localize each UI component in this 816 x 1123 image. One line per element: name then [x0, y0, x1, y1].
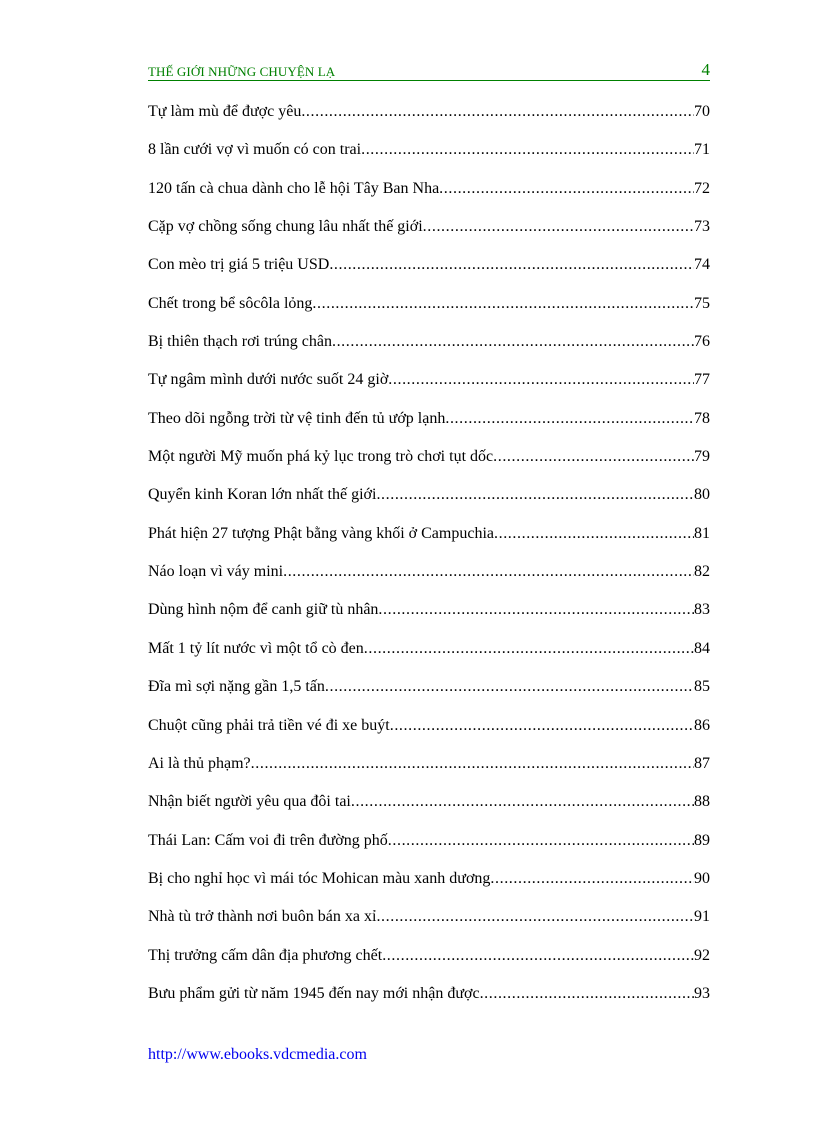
- toc-leader-dots: [388, 831, 694, 851]
- toc-leader-dots: [332, 332, 694, 352]
- toc-entry[interactable]: [148, 639, 710, 677]
- toc-leader-dots: [251, 754, 694, 774]
- toc-entry-title: Náo loạn vì váy mini: [148, 563, 284, 581]
- toc-entry[interactable]: [148, 255, 710, 293]
- toc-entry-title: Mất 1 tỷ lít nước vì một tổ cò đen: [148, 639, 364, 657]
- toc-leader-dots: [378, 600, 694, 620]
- toc-entry-page: 74: [694, 256, 710, 274]
- toc-entry-title: Thái Lan: Cấm voi đi trên đường phố: [148, 831, 388, 849]
- toc-entry-page: 80: [694, 486, 710, 504]
- toc-leader-dots: [361, 140, 694, 160]
- toc-leader-dots: [329, 255, 694, 275]
- table-of-contents: [148, 102, 710, 1022]
- toc-entry-page: 77: [694, 371, 710, 389]
- toc-entry-title: Một người Mỹ muốn phá kỷ lục trong trò chơi tụt dốc: [148, 448, 494, 466]
- toc-entry-page: 87: [694, 754, 710, 772]
- toc-leader-dots: [493, 447, 694, 467]
- toc-entry[interactable]: [148, 831, 710, 869]
- toc-entry[interactable]: [148, 524, 710, 562]
- toc-entry-page: 90: [694, 869, 710, 887]
- toc-entry-page: 91: [694, 908, 710, 926]
- toc-leader-dots: [445, 409, 694, 429]
- toc-entry-page: 81: [694, 524, 710, 542]
- toc-entry-page: 88: [694, 793, 710, 811]
- toc-entry[interactable]: [148, 716, 710, 754]
- toc-leader-dots: [325, 677, 694, 697]
- website-link[interactable]: http://www.ebooks.vdcmedia.com: [148, 1046, 367, 1063]
- toc-entry-title: Nhận biết người yêu qua đôi tai: [148, 793, 351, 811]
- toc-entry-title: Tự làm mù để được yêu: [148, 103, 302, 120]
- toc-entry[interactable]: [148, 447, 710, 485]
- toc-leader-dots: [283, 562, 694, 582]
- toc-entry[interactable]: [148, 217, 710, 255]
- toc-entry-title: Đĩa mì sợi nặng gần 1,5 tấn: [148, 678, 325, 696]
- toc-leader-dots: [494, 524, 694, 544]
- toc-entry-page: 92: [694, 946, 710, 964]
- toc-leader-dots: [301, 102, 694, 122]
- toc-entry-title: Phát hiện 27 tượng Phật bằng vàng khối ở Campuchia: [148, 524, 494, 542]
- toc-leader-dots: [312, 294, 694, 314]
- toc-entry-page: 73: [694, 218, 710, 236]
- toc-leader-dots: [364, 639, 694, 659]
- toc-entry[interactable]: [148, 600, 710, 638]
- toc-entry[interactable]: [148, 792, 710, 830]
- toc-leader-dots: [376, 485, 694, 505]
- toc-entry-page: 71: [694, 141, 710, 159]
- toc-entry-title: Chết trong bể sôcôla lỏng: [148, 294, 313, 312]
- toc-entry-page: 75: [694, 294, 710, 312]
- running-header: [148, 62, 710, 81]
- page-number: 4: [701, 60, 710, 79]
- toc-entry[interactable]: [148, 907, 710, 945]
- toc-entry[interactable]: [148, 294, 710, 332]
- toc-entry[interactable]: [148, 984, 710, 1022]
- toc-entry-page: 93: [694, 984, 710, 1002]
- toc-entry[interactable]: [148, 140, 710, 178]
- toc-entry-title: Theo dõi ngỗng trời từ vệ tinh đến tủ ướp lạnh: [148, 409, 446, 427]
- toc-entry-title: Quyển kinh Koran lớn nhất thế giới: [148, 486, 377, 504]
- toc-entry-title: Bị thiên thạch rơi trúng chân: [148, 333, 332, 351]
- toc-leader-dots: [382, 946, 694, 966]
- toc-entry-title: 120 tấn cà chua dành cho lễ hội Tây Ban Nha: [148, 179, 440, 197]
- toc-entry-title: Dùng hình nộm để canh giữ tù nhân: [148, 601, 379, 619]
- toc-leader-dots: [490, 869, 694, 889]
- toc-entry-page: 85: [694, 678, 710, 696]
- toc-entry[interactable]: [148, 562, 710, 600]
- toc-entry[interactable]: [148, 332, 710, 370]
- toc-entry-page: 76: [694, 333, 710, 351]
- toc-leader-dots: [423, 217, 694, 237]
- toc-entry-title: Bị cho nghỉ học vì mái tóc Mohican màu xanh dương: [148, 869, 491, 887]
- toc-entry-title: Chuột cũng phải trả tiền vé đi xe buýt: [148, 716, 390, 734]
- toc-entry[interactable]: [148, 485, 710, 523]
- toc-entry-page: 89: [694, 831, 710, 849]
- toc-leader-dots: [388, 370, 694, 390]
- book-title: THẾ GIỚI NHỮNG CHUYỆN LẠ: [148, 64, 336, 79]
- toc-entry-page: 79: [694, 448, 710, 466]
- toc-entry[interactable]: [148, 677, 710, 715]
- toc-entry-page: 78: [694, 409, 710, 427]
- toc-leader-dots: [351, 792, 694, 812]
- toc-entry-title: Thị trưởng cấm dân địa phương chết: [148, 946, 383, 964]
- toc-entry[interactable]: [148, 754, 710, 792]
- toc-entry-title: Cặp vợ chồng sống chung lâu nhất thế giới: [148, 218, 423, 236]
- toc-entry-page: 70: [694, 103, 710, 120]
- toc-entry-title: 8 lần cưới vợ vì muốn có con trai: [148, 141, 362, 159]
- toc-entry-title: Tự ngâm mình dưới nước suốt 24 giờ: [148, 371, 389, 389]
- toc-entry-page: 72: [694, 179, 710, 197]
- toc-entry-page: 86: [694, 716, 710, 734]
- toc-entry-title: Ai là thủ phạm?: [148, 754, 251, 772]
- toc-entry-title: Con mèo trị giá 5 triệu USD: [148, 256, 330, 274]
- toc-entry[interactable]: [148, 179, 710, 217]
- toc-leader-dots: [390, 716, 694, 736]
- toc-entry-page: 84: [694, 639, 710, 657]
- toc-leader-dots: [376, 907, 694, 927]
- toc-entry[interactable]: [148, 946, 710, 984]
- toc-entry[interactable]: [148, 102, 710, 140]
- toc-leader-dots: [480, 984, 694, 1004]
- toc-entry[interactable]: [148, 869, 710, 907]
- toc-entry-title: Nhà tù trở thành nơi buôn bán xa xỉ: [148, 908, 377, 926]
- toc-entry[interactable]: [148, 370, 710, 408]
- toc-leader-dots: [439, 179, 694, 199]
- toc-entry-title: Bưu phẩm gửi từ năm 1945 đến nay mới nhận được: [148, 984, 480, 1002]
- toc-entry-page: 83: [694, 601, 710, 619]
- toc-entry[interactable]: [148, 409, 710, 447]
- toc-entry-page: 82: [694, 563, 710, 581]
